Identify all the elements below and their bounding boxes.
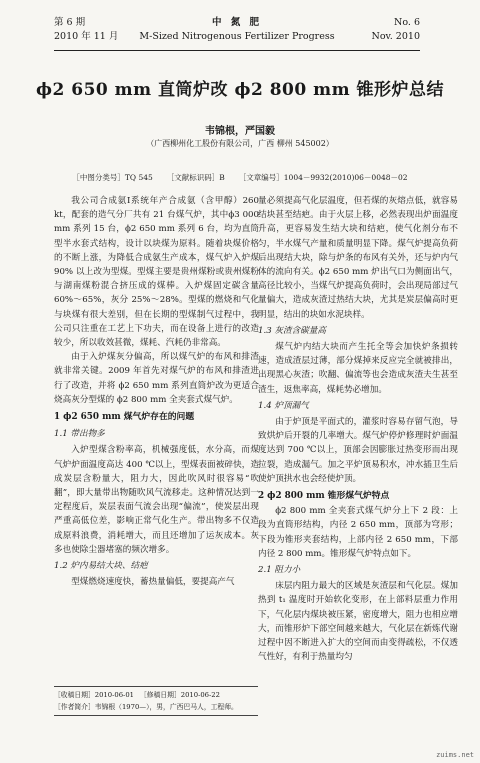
issue-date: 2010 年 11 月 xyxy=(54,31,119,42)
body-paragraph: 入炉型煤含粉率高，机械强度低，水分高，而煤气炉炉面温度高达 400 ℃以上，型煤表面被碎快，造成炭层含粉量大，阻力大，因此吹风时很容易“吹翻”，即大量带出物随吹风气流移走。这种情况达到一定程度后，炭层表面气流会出现“偏流”，使炭层出现严重高低位差，影响正常气化生产。带出物多不仅造成原料浪费，消耗增大，而且还增加了运灰成本。灰多也使除尘器堵塞的频次增多。 xyxy=(54,445,259,555)
received-date: ［收稿日期］2010-06-01 xyxy=(54,691,134,699)
article-number: ［文章编号］1004－9932(2010)06－0048－02 xyxy=(238,173,408,182)
section-heading: 1 ϕ2 650 mm 煤气炉存在的问题 xyxy=(54,412,195,423)
body-paragraph: 煤气炉内结大块而产生托全等会加快炉条损转速，造成渣层过薄，部分煤掉来反应完全就被排出，出现黑心灰渣；吹翻、偏流等也会造成灰渣夫生甚至渣生，返焦率高，煤耗势必增加。 xyxy=(258,342,458,395)
body-paragraph: 型煤燃烧速度快，蓄热量偏低，要提高产气 xyxy=(71,577,235,588)
body-paragraph: 量必须提高气化层温度，但若煤的灰熔点低，就容易结块甚至结疤。由于火层上移，必然表现出炉面温度升高，更容易发生结大块和结疤，使气化剂分布不匀，半水煤气产量和质量明显下降。煤气炉提高负荷后出现结大块，除与炉条的布风有关外，还与炉内气体的流向有关。ϕ2 650 mm 炉出气口为侧面出气，高径比较小，当煤气炉提高负荷时，会出现局部过气量偏大，造成灰渣过热结大块，尤其是炭层偏高时更明显，结出的块如水泥块样。 xyxy=(258,196,458,320)
article-authors: 韦锦根，严国毅 xyxy=(205,126,275,137)
header-center xyxy=(54,16,420,44)
body-paragraph: ϕ2 800 mm 全夹套式煤气炉分上下 2 段：上段为直筒形结构，内径 2 650 mm，顶部为穹形；下段为锥形夹套结构，上部内径 2 650 mm，下部内径 2 800 mm。锥形煤气炉特点如下。 xyxy=(258,506,458,559)
class-number: ［中图分类号］TQ 545 xyxy=(72,173,153,182)
revised-date: ［修稿日期］2010-06-22 xyxy=(139,691,220,699)
article-title: ϕ2 650 mm 直筒炉改 ϕ2 800 mm 锥形炉总结 xyxy=(35,80,445,100)
body-paragraph: 床层内阻力最大的区域是灰渣层和气化层。煤加热到 t₁ 温度时开始软化变形，在上部料层重力作用下，气化层内煤块被压紧，密度增大，阻力也相应增大，而锥形炉下部空间越来越大，气化层在新炼代谢过程中因不断进入扩大的空间而由变得疏松，不仅透气性好，有利于热量均匀 xyxy=(258,581,458,663)
left-column xyxy=(54,194,259,589)
footnote-dates xyxy=(54,689,258,701)
subsection-heading: 2.1 阻力小 xyxy=(258,565,301,576)
section-heading: 2 ϕ2 800 mm 锥形煤气炉特点 xyxy=(258,491,390,502)
subsection-heading: 1.3 灰渣含碳量高 xyxy=(258,325,326,336)
article-meta xyxy=(0,172,480,183)
article-affiliation: （广西柳州化工股份有限公司，广西 柳州 545002） xyxy=(146,139,334,148)
running-header xyxy=(54,16,420,50)
header-right xyxy=(372,16,421,44)
issue-month-en: Nov. 2010 xyxy=(371,31,420,42)
body-paragraph: 由于炉顶是平面式的，灌浆时容易存留气泡，导致烘炉后开裂的几率增大。煤气炉停炉修理时炉面温度达到 700 ℃以上，顶部会因膨胀过热变形而出现拉裂，造成漏气。加之平炉顶易积水，冲水插卫生后使炉顶拱水也会经使炉顶。 xyxy=(258,417,458,484)
author-bio: ［作者简介］韦锦根（1970—），男，广西巴马人，工程师。 xyxy=(54,703,238,711)
header-rule xyxy=(54,50,420,51)
journal-name-en: M-Sized Nitrogenous Fertilizer Progress xyxy=(139,31,335,42)
site-watermark: zuims.net xyxy=(436,751,474,759)
issue-number: 第 6 期 xyxy=(54,17,86,28)
subsection-heading: 1.1 带出物多 xyxy=(54,429,105,440)
journal-name-cn: 中 氮 肥 xyxy=(211,17,263,28)
right-column xyxy=(258,194,458,665)
body-paragraph: 我公司合成氨Ⅰ系统年产合成氨（含甲醇）260 kt，配套的造气分厂共有 21 台煤气炉，其中ϕ3 000 mm 系列 15 台，ϕ2 650 mm 系列 6 台，均为直筒型半水套式结构，设计以块煤为原料。随着块煤价格的不断上涨，为降低合成氨生产成本，煤气炉入炉煤 90% 以上改为型煤。型煤主要是贵州煤粉或贵州煤粉与湖南煤粉混合挤压成的煤棒。入炉煤固定碳含量 60%～65%，灰分 25%～28%。型煤的燃烧和气化与块煤有很大差别，但在长期的型煤制气过程中，我公司只注重在工艺上下功夫，而在设备上进行的改造较少，所以收效甚微，煤耗、汽耗仍非常高。 xyxy=(54,196,259,349)
subsection-heading: 1.4 炉顶漏气 xyxy=(258,400,309,411)
issue-no-en: No. 6 xyxy=(394,17,420,28)
article-footnote xyxy=(54,686,258,716)
body-paragraph: 由于入炉煤灰分偏高，所以煤气炉的布风和排渣就非常关键。2009 年首先对煤气炉的布风和排渣进行了改造，并将 ϕ2 650 mm 系列直筒炉改为更适合烧高灰分型煤的 ϕ2 800 mm 全夹套式煤气炉。 xyxy=(54,352,259,405)
document-code: ［文献标识码］B xyxy=(166,173,225,182)
subsection-heading: 1.2 炉内易结大块、结疤 xyxy=(54,561,148,572)
